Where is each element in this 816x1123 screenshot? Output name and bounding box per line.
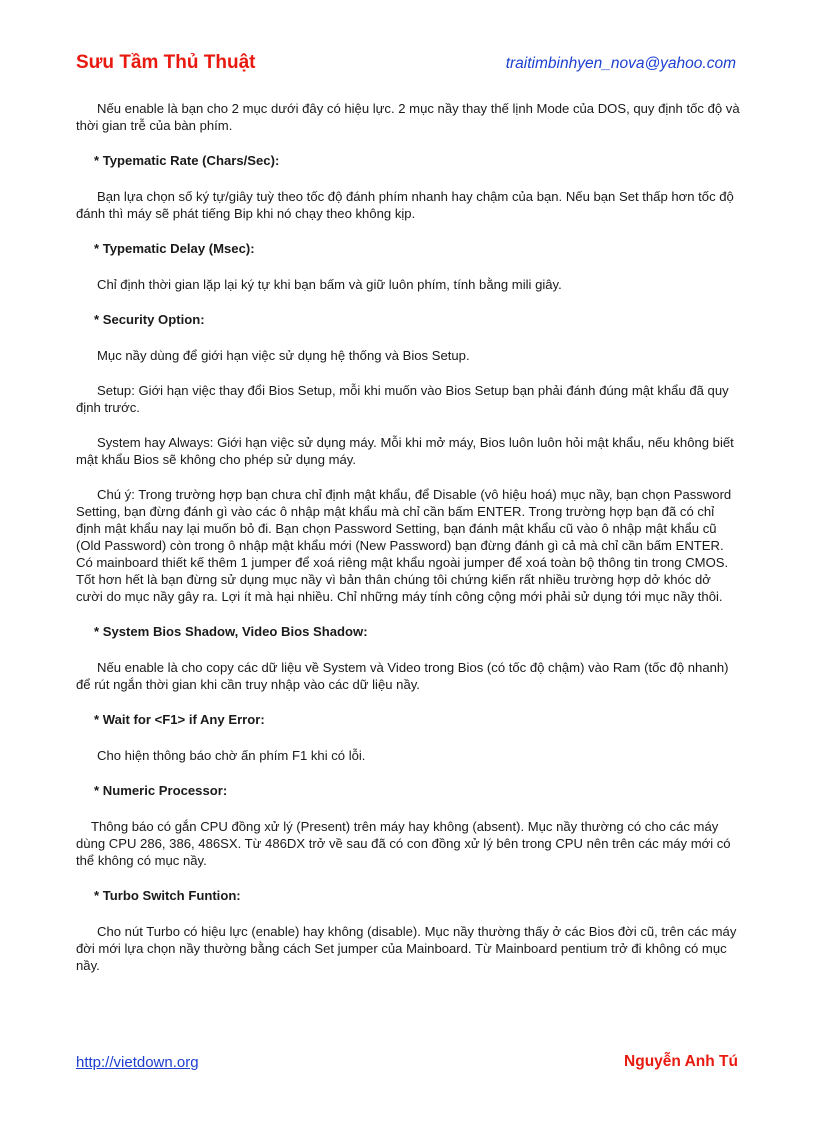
footer-link[interactable]: http://vietdown.org — [76, 1054, 199, 1071]
paragraph: Mục nầy dùng để giới hạn việc sử dụng hệ thống và Bios Setup. — [97, 348, 470, 363]
paragraph: Nếu enable là cho copy các dữ liệu về System và Video trong Bios (có tốc độ chậm) vào Ram (tốc độ nhanh) để rút ngắn thời gian khi cần truy nhập vào các dữ liệu nầy. — [76, 660, 729, 692]
document-body — [76, 100, 740, 992]
header-email[interactable]: traitimbinhyen_nova@yahoo.com — [505, 55, 736, 72]
footer-author: Nguyễn Anh Tú — [624, 1053, 738, 1070]
paragraph: Nếu enable là bạn cho 2 mục dưới đây có hiệu lực. 2 mục nầy thay thế lịnh Mode của DOS, quy định tốc độ và thời gian trễ của bàn phím. — [76, 101, 740, 133]
section-heading-security-option: * Security Option: — [94, 312, 205, 327]
paragraph: System hay Always: Giới hạn việc sử dụng máy. Mỗi khi mở máy, Bios luôn luôn hỏi mật khẩu, nếu không biết mật khẩu Bios sẽ không cho phép sử dụng máy. — [76, 435, 734, 467]
paragraph: Thông báo có gắn CPU đồng xử lý (Present) trên máy hay không (absent). Mục nầy thường có cho các máy dùng CPU 286, 386, 486SX. Từ 486DX trở về sau đã có con đồng xử lý bên trong CPU nên trên các máy mới có thể không có mục nầy. — [76, 819, 731, 868]
section-heading-turbo-switch: * Turbo Switch Funtion: — [94, 888, 241, 903]
section-heading-typematic-delay: * Typematic Delay (Msec): — [94, 241, 255, 256]
paragraph: Setup: Giới hạn việc thay đổi Bios Setup, mỗi khi muốn vào Bios Setup bạn phải đánh đúng mật khẩu đã quy định trước. — [76, 383, 729, 415]
paragraph: Bạn lựa chọn số ký tự/giây tuỳ theo tốc độ đánh phím nhanh hay chậm của bạn. Nếu bạn Set thấp hơn tốc độ đánh thì máy sẽ phát tiếng Bip khi nó chạy theo không kịp. — [76, 189, 734, 221]
section-heading-wait-for-f1: * Wait for <F1> if Any Error: — [94, 712, 265, 727]
section-heading-bios-shadow: * System Bios Shadow, Video Bios Shadow: — [94, 624, 368, 639]
paragraph: Chú ý: Trong trường hợp bạn chưa chỉ định mật khẩu, để Disable (vô hiệu hoá) mục nầy, bạn chọn Password Setting, bạn đừng đánh gì vào các ô nhập mật khẩu mà chỉ cần bấm ENTER. Trong trường hợp bạn đã có chỉ định mật khẩu nay lại muốn bỏ đi. Bạn chọn Password Setting, bạn đánh mật khẩu cũ vào ô nhập mật khẩu cũ (Old Password) còn trong ô nhập mật khẩu mới (New Password) bạn đừng đánh gì cả mà chỉ cần bấm ENTER. Có mainboard thiết kế thêm 1 jumper để xoá riêng mật khẩu ngoài jumper để xoá toàn bộ thông tin trong CMOS. Tốt hơn hết là bạn đừng sử dụng mục nầy vì bản thân chúng tôi chứng kiến rất nhiều trường hợp dở khóc dở cười do mục nầy gây ra. Lợi ít mà hại nhiều. Chỉ những máy tính công cộng mới phải sử dụng tới mục nầy thôi. — [76, 487, 732, 604]
paragraph: Chỉ định thời gian lặp lại ký tự khi bạn bấm và giữ luôn phím, tính bằng mili giây. — [97, 277, 562, 292]
paragraph: Cho hiện thông báo chờ ấn phím F1 khi có lỗi. — [97, 748, 366, 763]
section-heading-numeric-processor: * Numeric Processor: — [94, 783, 228, 798]
header-title: Sưu Tầm Thủ Thuật — [76, 52, 256, 73]
paragraph: Cho nút Turbo có hiệu lực (enable) hay không (disable). Mục nầy thường thấy ở các Bios đời cũ, trên các máy đời mới lựa chọn nầy thường bằng cách Set jumper của Mainboard. Từ Mainboard pentium trở đi không có mục nầy. — [76, 924, 737, 973]
section-heading-typematic-rate: * Typematic Rate (Chars/Sec): — [94, 153, 280, 168]
